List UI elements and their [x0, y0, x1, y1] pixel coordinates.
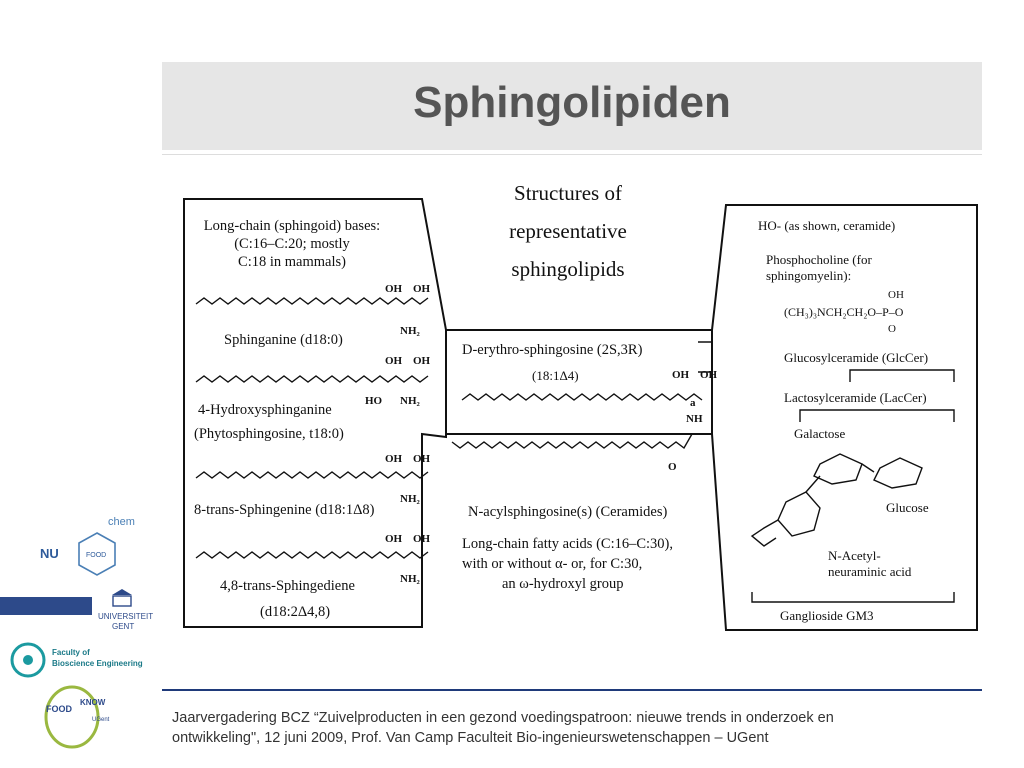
ugent-building-icon — [112, 589, 132, 595]
phospho-oh: OH — [888, 289, 904, 301]
sphinganine-chain — [196, 298, 428, 304]
glucose-ring — [874, 458, 922, 488]
long-chain-bases-header-1: Long-chain (sphingoid) bases: — [203, 218, 381, 234]
fatty-acid-chain — [452, 434, 692, 448]
nu-label: NU — [40, 546, 59, 561]
gent-label: GENT — [112, 622, 135, 631]
sphingosine-chain — [462, 394, 702, 400]
ugent-band — [0, 597, 92, 615]
food2know-ugent: UGent — [92, 717, 110, 723]
hydroxysphinganine-ho: HO — [365, 395, 383, 407]
sphinganine-label: Sphinganine (d18:0) — [224, 332, 343, 348]
figure-heading-line1: Structures of — [514, 181, 622, 205]
sphingosine-oh-1: OH — [672, 369, 690, 381]
gm3-bracket — [752, 592, 954, 602]
sphingenine-oh-2: OH — [413, 453, 431, 465]
neuraminic-side-chain — [752, 520, 778, 546]
sphingediene-oh-2: OH — [413, 533, 431, 545]
galactose-label: Galactose — [794, 426, 846, 441]
glucose-label: Glucose — [886, 500, 929, 515]
galactose-ring — [814, 454, 862, 484]
sphingenine-label: 8-trans-Sphingenine (d18:1Δ8) — [194, 502, 375, 518]
sphingediene-nh2: NH₂ — [400, 573, 420, 585]
footer-line-2: ontwikkeling", 12 juni 2009, Prof. Van Camp Faculteit Bio-ingenieurswetenschappen – UGent — [172, 730, 769, 746]
fatty-acids-line3: an ω-hydroxyl group — [502, 576, 624, 592]
sphingediene-chain — [196, 552, 428, 558]
hydroxysphinganine-oh-2: OH — [413, 355, 431, 367]
hydroxysphinganine-chain — [196, 376, 428, 382]
laccer-bracket — [800, 410, 954, 422]
neuraminic-label-2: neuraminic acid — [828, 564, 912, 579]
long-chain-bases-header-2: (C:16–C:20; mostly — [234, 236, 350, 252]
phosphocholine-label-1: Phosphocholine (for — [766, 252, 872, 267]
lactosylceramide-label: Lactosylceramide (LacCer) — [784, 390, 927, 405]
long-chain-bases-header-3: C:18 in mammals) — [238, 254, 346, 270]
sphingosine-label: D-erythro-sphingosine (2S,3R) — [462, 342, 643, 358]
ceramides-label: N-acylsphingosine(s) (Ceramides) — [468, 504, 668, 520]
sphingolipid-structures-figure — [180, 172, 980, 642]
glucosylceramide-label: Glucosylceramide (GlcCer) — [784, 350, 929, 365]
hydroxysphinganine-oh-1: OH — [385, 355, 403, 367]
ugent-columns-icon — [113, 596, 131, 606]
neuraminic-ring — [778, 492, 820, 536]
neuraminic-label-1: N-Acetyl- — [828, 548, 881, 563]
food-in-hexagon: FOOD — [86, 552, 107, 559]
sphinganine-oh-2: OH — [413, 283, 431, 295]
slide-title: Sphingolipiden — [413, 78, 731, 127]
fatty-acids-line1: Long-chain fatty acids (C:16–C:30), — [462, 536, 674, 552]
faculty-emblem-dot-icon — [23, 655, 33, 665]
chem-label: chem — [108, 516, 135, 528]
glycosidic-link — [862, 464, 874, 472]
food2know-know: KNOW — [80, 698, 106, 707]
sphingenine-oh-1: OH — [385, 453, 403, 465]
hydroxysphinganine-nh2: NH₂ — [400, 395, 420, 407]
sphingenine-nh2: NH₂ — [400, 493, 420, 505]
food2know-food: FOOD — [46, 704, 72, 714]
food2know-swirl-icon — [46, 687, 98, 747]
sphingosine-nh: NH — [686, 413, 703, 425]
universiteit-label: UNIVERSITEIT — [98, 612, 154, 621]
sphingosine-code: (18:1Δ4) — [532, 368, 579, 383]
sphinganine-nh2: NH₂ — [400, 325, 420, 337]
faculty-line2: Bioscience Engineering — [52, 659, 143, 668]
hydroxyl-bracket — [698, 342, 712, 372]
institution-logos — [0, 505, 160, 760]
sphingenine-chain — [196, 472, 428, 478]
ganglioside-label: Ganglioside GM3 — [780, 608, 874, 623]
sphinganine-oh-1: OH — [385, 283, 403, 295]
carbonyl-o: O — [668, 461, 677, 473]
figure-heading-line2: representative — [509, 219, 627, 243]
phospho-o: O — [888, 323, 896, 335]
title-divider — [162, 154, 982, 155]
sphingediene-label: 4,8-trans-Sphingediene — [220, 578, 355, 594]
phospho-formula: (CH₃)₃NCH₂CH₂O–P–O — [784, 305, 904, 319]
faculty-line1: Faculty of — [52, 648, 90, 657]
figure-heading-line3: sphingolipids — [511, 257, 625, 281]
footer-divider — [162, 689, 982, 691]
sphingosine-oh-2: OH — [700, 369, 718, 381]
footer-line-1: Jaarvergadering BCZ “Zuivelproducten in een gezond voedingspatroon: nieuwe trends in onderzoek en — [172, 710, 834, 726]
phytosphingosine-label: (Phytosphingosine, t18:0) — [194, 426, 344, 442]
hydroxysphinganine-label: 4-Hydroxysphinganine — [198, 402, 332, 418]
neuraminic-link — [806, 476, 820, 492]
slide-footer — [172, 708, 972, 748]
glccer-bracket — [850, 370, 954, 382]
phosphocholine-label-2: sphingomyelin): — [766, 268, 852, 283]
sphingediene-oh-1: OH — [385, 533, 403, 545]
fatty-acids-line2: with or without α- or, for C:30, — [462, 556, 643, 572]
sphingediene-code: (d18:2Δ4,8) — [260, 604, 331, 620]
ho-ceramide-note: HO- (as shown, ceramide) — [758, 218, 896, 233]
sphingosine-a-marker: a — [690, 397, 696, 409]
